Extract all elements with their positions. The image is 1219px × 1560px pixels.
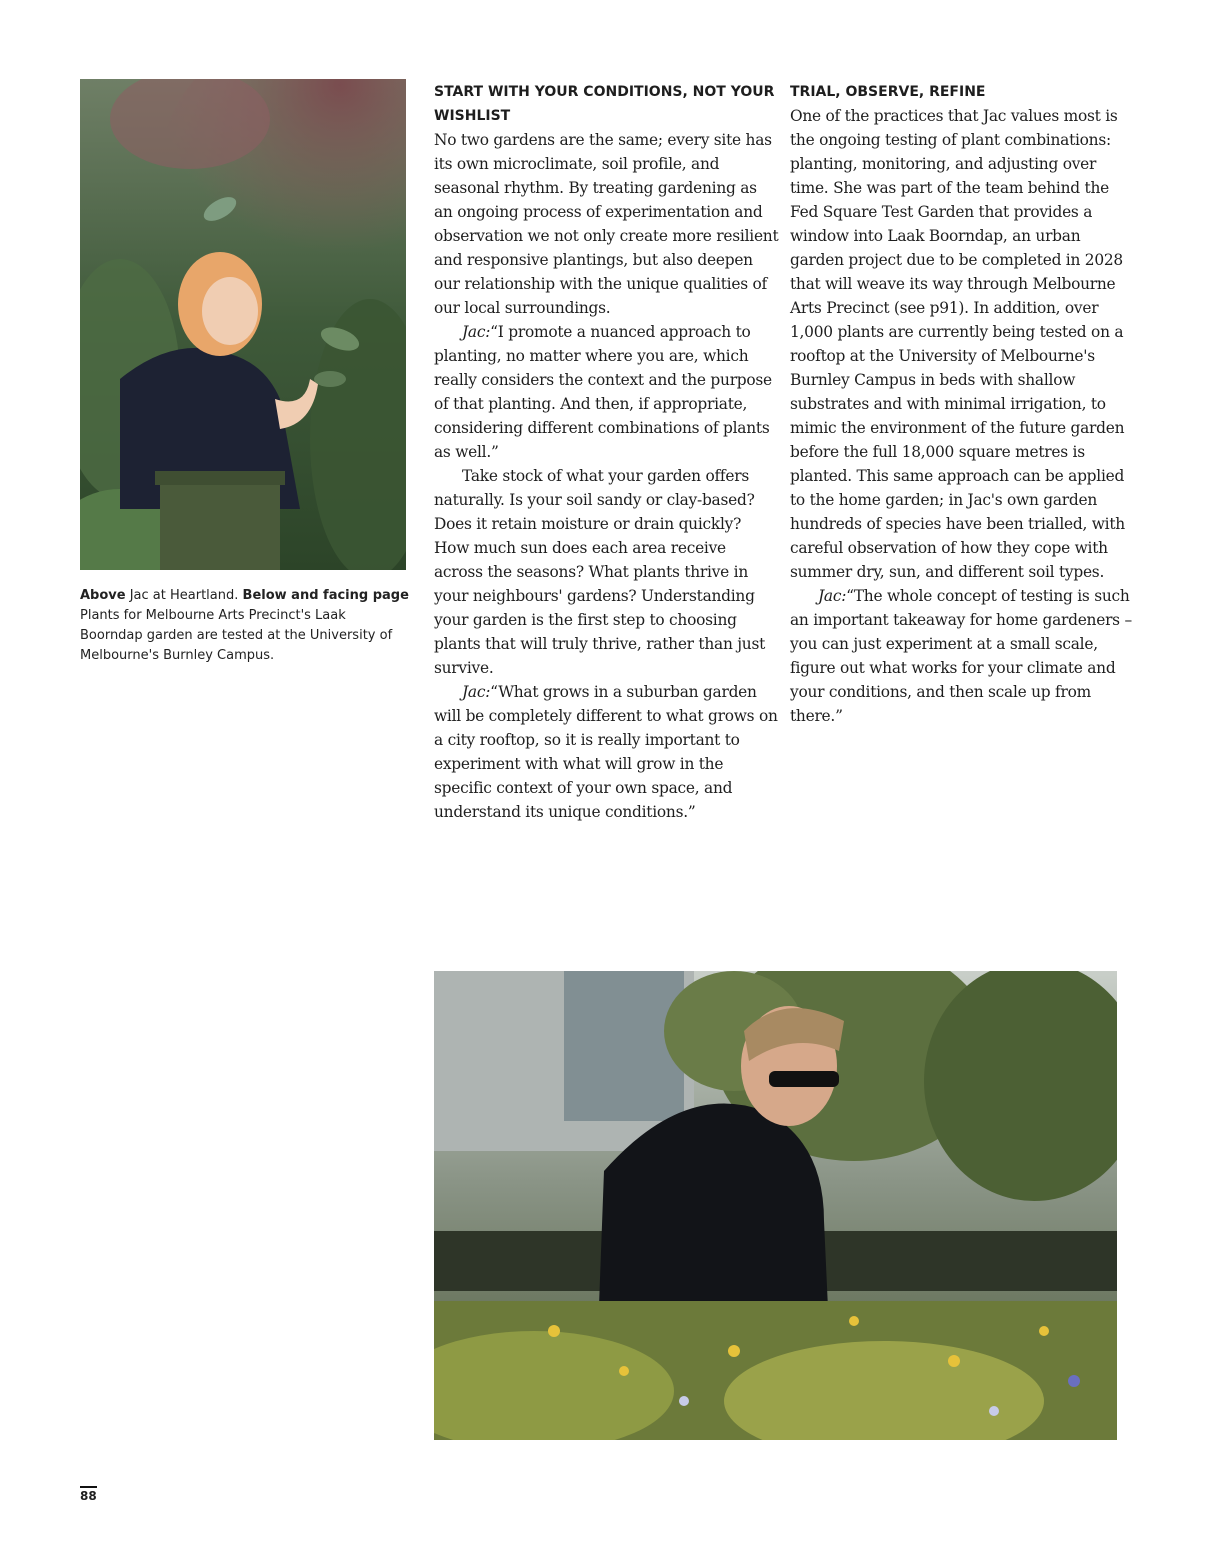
page-number: 88 [80, 1486, 97, 1503]
speaker-name: Jac: [462, 683, 491, 701]
article-column-right [790, 80, 1135, 728]
photo-caption [80, 586, 410, 666]
caption-above-label: Above [80, 588, 126, 603]
caption-below-text: Plants for Melbourne Arts Precinct's Laak Boorndap garden are tested at the University of Melbourne's Burnley Campus. [80, 608, 393, 663]
caption-above-text: Jac at Heartland. [125, 588, 243, 603]
quote-paragraph [790, 584, 1135, 728]
speaker-name: Jac: [462, 323, 491, 341]
quote-text: “What grows in a suburban garden will be completely different to what grows on a city rooftop, so it is really important to experiment with what will grow in the specific context of your own space, and understand its unique conditions.” [434, 683, 778, 821]
quote-paragraph [434, 320, 779, 464]
speaker-name: Jac: [818, 587, 847, 605]
paragraph: No two gardens are the same; every site has its own microclimate, soil profile, and seasonal rhythm. By treating gardening as an ongoing process of experimentation and observation we not only create more resilient and responsive plantings, but also deepen our relationship with the unique qualities of our local surroundings. [434, 131, 779, 317]
section-heading-conditions: START WITH YOUR CONDITIONS, NOT YOUR WISHLIST [434, 84, 775, 124]
photo-burnley-campus-plants [434, 971, 1117, 1440]
quote-paragraph [434, 680, 779, 824]
plant-testing-image [434, 971, 1117, 1440]
garden-portrait-image [80, 79, 406, 570]
photo-jac-at-heartland [80, 79, 406, 570]
caption-below-label: Below and facing page [242, 588, 409, 603]
paragraph: One of the practices that Jac values most is the ongoing testing of plant combinations: planting, monitoring, and adjusting over time. She was part of the team behind the Fed Square Test Garden that provides a window into Laak Boorndap, an urban garden project due to be completed in 2028 that will weave its way through Melbourne Arts Precinct (see p91). In addition, over 1,000 plants are currently being tested on a rooftop at the University of Melbourne's Burnley Campus in beds with shallow substrates and with minimal irrigation, to mimic the environment of the future garden before the full 18,000 square metres is planted. This same approach can be applied to the home garden; in Jac's own garden hundreds of species have been trialled, with careful observation of how they cope with summer dry, sun, and different soil types. [790, 107, 1125, 581]
paragraph: Take stock of what your garden offers naturally. Is your soil sandy or clay-based? Does it retain moisture or drain quickly? How much sun does each area receive across the seasons? What plants thrive in your neighbours' gardens? Understanding your garden is the first step to choosing plants that will truly thrive, rather than just survive. [434, 467, 766, 677]
quote-text: “The whole concept of testing is such an important takeaway for home gardeners – you can just experiment at a small scale, figure out what works for your climate and your conditions, and then scale up from there.” [790, 587, 1132, 725]
article-column-left [434, 80, 779, 824]
quote-text: “I promote a nuanced approach to planting, no matter where you are, which really considers the context and the purpose of that planting. And then, if appropriate, considering different combinations of plants as well.” [434, 323, 772, 461]
section-heading-trial: TRIAL, OBSERVE, REFINE [790, 84, 986, 100]
